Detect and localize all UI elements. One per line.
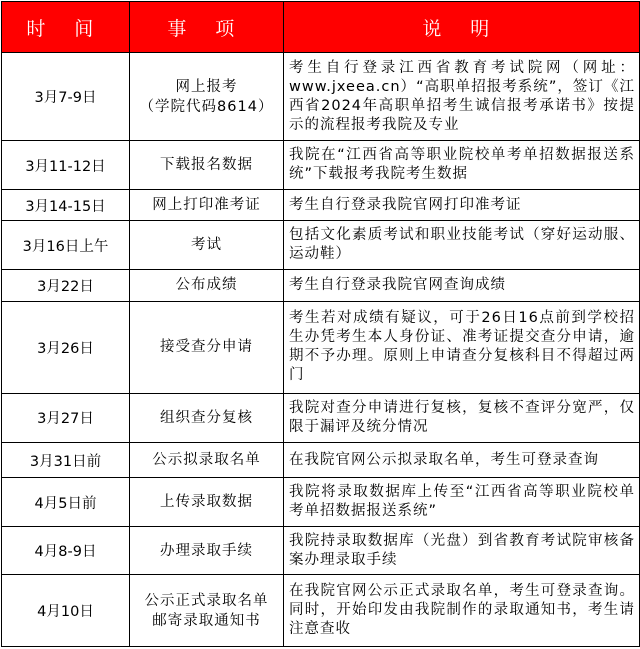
- table-row: [2, 442, 640, 478]
- row-date: 3月14-15日: [2, 189, 130, 221]
- header-description: 说 明: [284, 2, 640, 53]
- header-row: [2, 2, 640, 53]
- row-item: [130, 478, 284, 526]
- row-item-line: 组织查分复核: [160, 409, 253, 426]
- row-item: [130, 442, 284, 478]
- row-description: 我院对查分申请进行复核，复核不查评分宽严，仅限于漏评及统分情况: [284, 394, 640, 442]
- row-item-line: 公布成绩: [175, 277, 238, 294]
- table-row: [2, 575, 640, 647]
- table-row: [2, 269, 640, 301]
- row-description: 在我院官网公示拟录取名单，考生可登录查询: [284, 442, 640, 478]
- row-item: [130, 301, 284, 394]
- admission-schedule-table: [1, 1, 640, 647]
- row-date: 4月8-9日: [2, 526, 130, 574]
- row-date: 3月7-9日: [2, 53, 130, 141]
- row-item-line: 公示正式录取名单: [144, 592, 269, 609]
- row-item-line: 考试: [191, 237, 222, 254]
- row-description: 考生若对成绩有疑议，可于26日16点前到学校招生办凭考生本人身份证、准考证提交查分申请，逾期不予办理。原则上申请查分复核科目不得超过两门: [284, 301, 640, 394]
- row-date: 3月22日: [2, 269, 130, 301]
- row-item-line: 上传录取数据: [160, 494, 253, 511]
- row-date: 3月11-12日: [2, 141, 130, 189]
- row-date: 3月16日上午: [2, 221, 130, 269]
- row-description: 在我院官网公示正式录取名单，考生可登录查询。同时，开始印发由我院制作的录取通知书，考生请注意查收: [284, 575, 640, 647]
- row-date: 3月27日: [2, 394, 130, 442]
- row-item-line: 网上报考: [175, 78, 238, 95]
- header-item: 事 项: [130, 2, 284, 53]
- row-item: [130, 526, 284, 574]
- row-item: [130, 269, 284, 301]
- row-item-line: 办理录取手续: [160, 542, 253, 559]
- table-row: [2, 221, 640, 269]
- row-date: 3月26日: [2, 301, 130, 394]
- row-description: 考生自行登录我院官网查询成绩: [284, 269, 640, 301]
- row-item-line: 公示拟录取名单: [152, 452, 261, 469]
- row-description: 考生自行登录我院官网打印准考证: [284, 189, 640, 221]
- table-row: [2, 189, 640, 221]
- table-row: [2, 53, 640, 141]
- row-item-line: 邮寄录取通知书: [152, 612, 261, 629]
- table-row: [2, 301, 640, 394]
- header-time: 时 间: [2, 2, 130, 53]
- row-item-line: 网上打印准考证: [152, 197, 261, 214]
- row-date: 4月10日: [2, 575, 130, 647]
- table-row: [2, 526, 640, 574]
- row-item: [130, 394, 284, 442]
- row-item-line: （学院代码8614）: [139, 98, 274, 115]
- row-description: 我院持录取数据库（光盘）到省教育考试院审核备案办理录取手续: [284, 526, 640, 574]
- row-description: 我院将录取数据库上传至“江西省高等职业院校单考单招数据报送系统”: [284, 478, 640, 526]
- row-date: 3月31日前: [2, 442, 130, 478]
- row-description: 包括文化素质考试和职业技能考试（穿好运动服、运动鞋）: [284, 221, 640, 269]
- row-description: 我院在“江西省高等职业院校单考单招数据报送系统”下载报考我院考生数据: [284, 141, 640, 189]
- row-item: [130, 189, 284, 221]
- row-item: [130, 575, 284, 647]
- row-description: 考生自行登录江西省教育考试院网（网址：www.jxeea.cn）“高职单招报考系统”，签订《江西省2024年高职单招考生诚信报考承诺书》按提示的流程报考我院及专业: [284, 53, 640, 141]
- table-row: [2, 394, 640, 442]
- table-row: [2, 478, 640, 526]
- row-date: 4月5日前: [2, 478, 130, 526]
- row-item: [130, 53, 284, 141]
- row-item: [130, 221, 284, 269]
- row-item: [130, 141, 284, 189]
- row-item-line: 接受查分申请: [160, 339, 253, 356]
- row-item-line: 下载报名数据: [160, 157, 253, 174]
- table-row: [2, 141, 640, 189]
